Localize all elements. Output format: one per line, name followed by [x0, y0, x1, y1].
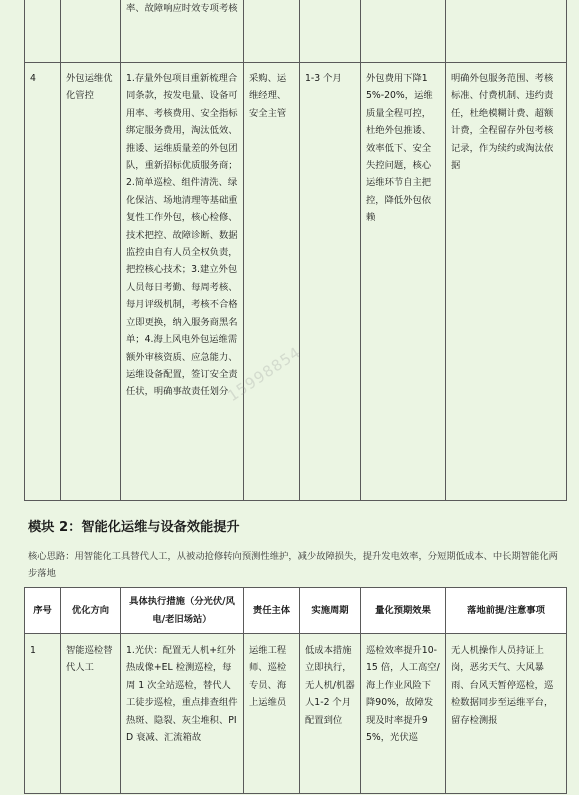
notes-cell: 明确外包服务范围、考核标准、付费机制、违约责任，杜绝模糊计费、超额计费，全程留存外包考核记录，作为续约或淘汰依据: [446, 63, 567, 501]
core-idea-text: 核心思路：用智能化工具替代人工，从被动抢修转向预测性维护，减少故障损失，提升发电效率，分短期低成本、中长期智能化两步落地: [28, 551, 558, 580]
watermark: 15998854: [224, 342, 305, 406]
section-heading: 模块 2：智能化运维与设备效能提升: [28, 520, 240, 535]
direction-cell: 智能巡检替代人工: [61, 634, 121, 794]
column-header: 量化预期效果: [361, 588, 446, 634]
period-cell: 1-3 个月: [300, 63, 361, 501]
column-header: 落地前提/注意事项: [446, 588, 567, 634]
table-header-row: [25, 588, 567, 634]
measures-cell: 1.存量外包项目重新梳理合同条款，按发电量、设备可用率、考核费用、安全指标绑定服务费用，淘汰低效、推诿、运维质量差的外包团队，重新招标优质服务商；2.简单巡检、组件清洗、绿化保洁、场地清理等基础重复性工作外包，核心检修、技术把控、故障诊断、数据监控由自有人员全权负责，把控核心技术；3.建立外包人员每日考勤、每周考核、每月评级机制，考核不合格立即更换，纳入服务商黑名单；4.海上风电外包运维需额外审核资质、应急能力、运维设备配置，签订安全责任状，明确事故责任划分: [121, 63, 244, 501]
table-cell: [300, 0, 361, 63]
direction-cell: 外包运维优化管控: [61, 63, 121, 501]
owner-cell: 运维工程师、巡检专员、海上运维员: [244, 634, 300, 794]
owner-cell: 采购、运维经理、安全主管: [244, 63, 300, 501]
period-cell: 低成本措施立即执行，无人机/机器人1-2 个月配置到位: [300, 634, 361, 794]
maintenance-table-continued: [24, 0, 567, 501]
table-cell: [244, 0, 300, 63]
measures-cell: 1.光伏：配置无人机+红外热成像+EL 检测巡检，每周 1 次全站巡检，替代人工徒步巡检，重点排查组件热斑、隐裂、灰尘堆积、PID 衰减、汇流箱故: [121, 634, 244, 794]
effect-cell: 外包费用下降15%-20%，运维质量全程可控，杜绝外包推诿、效率低下、安全失控问题，核心运维环节自主把控，降低外包依赖: [361, 63, 446, 501]
table-cell: [61, 0, 121, 63]
row-number-cell: 4: [25, 63, 61, 501]
notes-cell: 无人机操作人员持证上岗，恶劣天气、大风暴雨、台风天暂停巡检，巡检数据同步至运维平台，留存检测报: [446, 634, 567, 794]
table-cell: [361, 0, 446, 63]
table-row: [25, 63, 567, 501]
table-cell: [446, 0, 567, 63]
column-header: 序号: [25, 588, 61, 634]
column-header: 责任主体: [244, 588, 300, 634]
column-header: 实施周期: [300, 588, 361, 634]
effect-cell: 巡检效率提升10-15 倍，人工高空/海上作业风险下降90%，故障发现及时率提升95%，光伏巡: [361, 634, 446, 794]
row-number-cell: 1: [25, 634, 61, 794]
module2-table: [24, 587, 567, 794]
table-row: [25, 0, 567, 63]
column-header: 优化方向: [61, 588, 121, 634]
table-cell: 率、故障响应时效专项考核: [121, 0, 244, 63]
table-cell: [25, 0, 61, 63]
column-header: 具体执行措施（分光伏/风电/老旧场站）: [121, 588, 244, 634]
table-row: [25, 634, 567, 794]
